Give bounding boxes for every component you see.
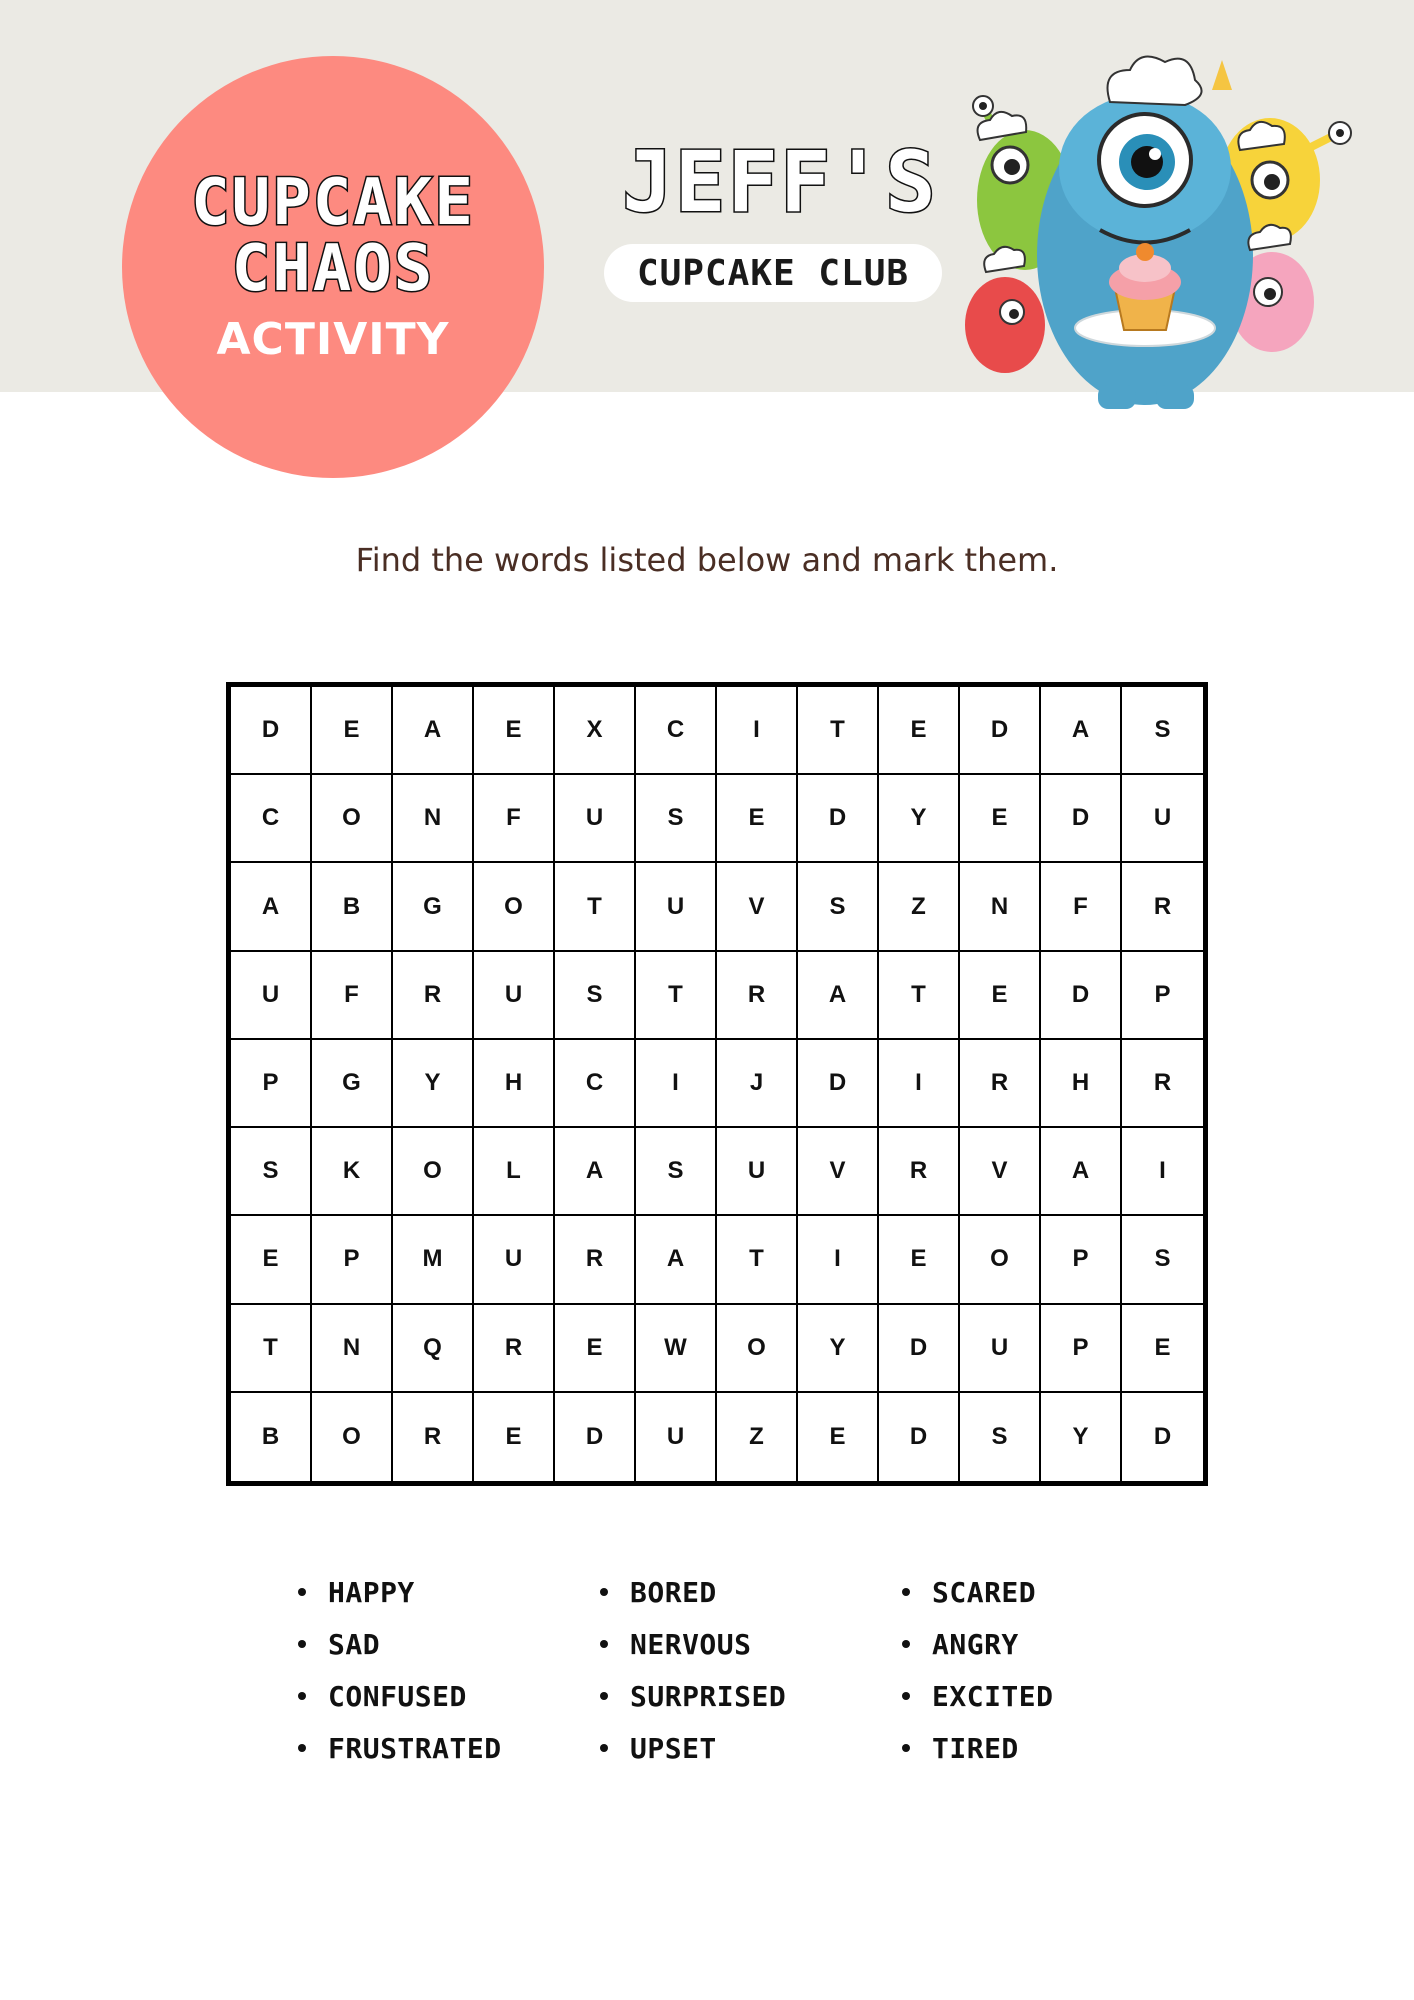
badge-title-line1: CUPCAKE (191, 166, 475, 240)
grid-cell[interactable]: U (231, 952, 312, 1040)
grid-cell[interactable]: U (474, 1216, 555, 1304)
grid-cell[interactable]: V (717, 863, 798, 951)
bullet-icon (600, 1692, 608, 1700)
grid-cell[interactable]: E (798, 1393, 879, 1481)
grid-cell[interactable]: C (231, 775, 312, 863)
grid-cell[interactable]: O (393, 1128, 474, 1216)
grid-cell[interactable]: T (636, 952, 717, 1040)
word-label: TIRED (932, 1731, 1019, 1765)
grid-cell[interactable]: X (555, 687, 636, 775)
grid-cell[interactable]: D (879, 1393, 960, 1481)
badge-title-line2: CHAOS (231, 232, 435, 306)
grid-cell[interactable]: S (960, 1393, 1041, 1481)
grid-cell[interactable]: C (555, 1040, 636, 1128)
word-list-item (902, 1670, 1162, 1722)
grid-cell[interactable]: I (717, 687, 798, 775)
grid-cell[interactable]: D (798, 775, 879, 863)
grid-cell[interactable]: N (960, 863, 1041, 951)
word-search-grid (226, 682, 1208, 1486)
grid-cell[interactable]: T (231, 1305, 312, 1393)
grid-cell[interactable]: V (798, 1128, 879, 1216)
grid-cell[interactable]: E (960, 952, 1041, 1040)
grid-cell[interactable]: S (1122, 687, 1203, 775)
club-title: JEFF'S (622, 133, 938, 231)
grid-cell[interactable]: I (798, 1216, 879, 1304)
grid-cell[interactable]: Y (393, 1040, 474, 1128)
grid-cell[interactable]: Z (717, 1393, 798, 1481)
grid-cell[interactable]: H (1041, 1040, 1122, 1128)
grid-cell[interactable]: T (798, 687, 879, 775)
grid-cell[interactable]: I (636, 1040, 717, 1128)
grid-cell[interactable]: M (393, 1216, 474, 1304)
bullet-icon (902, 1692, 910, 1700)
grid-cell[interactable]: K (312, 1128, 393, 1216)
grid-cell[interactable]: E (555, 1305, 636, 1393)
blue-cyclops-monster-icon (1037, 60, 1253, 409)
word-label: NERVOUS (630, 1627, 752, 1661)
grid-cell[interactable]: B (312, 863, 393, 951)
grid-cell[interactable]: F (474, 775, 555, 863)
grid-cell[interactable]: S (798, 863, 879, 951)
word-list-column-1 (298, 1566, 558, 1774)
grid-cell[interactable]: O (312, 1393, 393, 1481)
grid-cell[interactable]: O (474, 863, 555, 951)
grid-cell[interactable]: S (231, 1128, 312, 1216)
instruction-text: Find the words listed below and mark them. (355, 541, 1059, 579)
grid-cell[interactable]: Z (879, 863, 960, 951)
word-list-item (600, 1670, 860, 1722)
grid-cell[interactable]: Y (798, 1305, 879, 1393)
grid-cell[interactable]: I (1122, 1128, 1203, 1216)
grid-cell[interactable]: D (798, 1040, 879, 1128)
activity-badge (122, 56, 544, 478)
word-list-column-2 (600, 1566, 860, 1774)
word-list-item (298, 1670, 558, 1722)
word-label: ANGRY (932, 1627, 1019, 1661)
word-list-column-3 (902, 1566, 1162, 1774)
grid-cell[interactable]: P (231, 1040, 312, 1128)
club-subtitle-pill: CUPCAKE CLUB (604, 244, 942, 302)
grid-cell[interactable]: H (474, 1040, 555, 1128)
red-monster-icon (965, 277, 1045, 373)
word-list-item (298, 1722, 558, 1774)
grid-cell[interactable]: R (1122, 863, 1203, 951)
grid-cell[interactable]: E (312, 687, 393, 775)
bullet-icon (600, 1640, 608, 1648)
word-label: SCARED (932, 1575, 1037, 1609)
grid-cell[interactable]: U (555, 775, 636, 863)
grid-cell[interactable]: A (231, 863, 312, 951)
grid-cell[interactable]: E (717, 775, 798, 863)
word-list-item (600, 1566, 860, 1618)
word-label: CONFUSED (328, 1679, 467, 1713)
grid-cell[interactable]: E (879, 1216, 960, 1304)
grid-cell[interactable]: W (636, 1305, 717, 1393)
grid-cell[interactable]: R (1122, 1040, 1203, 1128)
grid-cell[interactable]: R (474, 1305, 555, 1393)
grid-cell[interactable]: U (1122, 775, 1203, 863)
word-list-item (902, 1618, 1162, 1670)
grid-cell[interactable]: A (1041, 687, 1122, 775)
grid-cell[interactable]: R (879, 1128, 960, 1216)
grid-cell[interactable]: S (1122, 1216, 1203, 1304)
grid-cell[interactable]: D (1041, 952, 1122, 1040)
grid-cell[interactable]: D (879, 1305, 960, 1393)
grid-cell[interactable]: D (231, 687, 312, 775)
bullet-icon (902, 1588, 910, 1596)
grid-cell[interactable]: F (1041, 863, 1122, 951)
grid-cell[interactable]: R (393, 1393, 474, 1481)
grid-cell[interactable]: S (636, 1128, 717, 1216)
word-list-item (298, 1618, 558, 1670)
bullet-icon (902, 1744, 910, 1752)
word-label: UPSET (630, 1731, 717, 1765)
grid-cell[interactable]: N (393, 775, 474, 863)
word-label: FRUSTRATED (328, 1731, 502, 1765)
grid-cell[interactable]: A (1041, 1128, 1122, 1216)
word-list-item (600, 1722, 860, 1774)
grid-cell[interactable]: O (312, 775, 393, 863)
grid-cell[interactable]: U (636, 1393, 717, 1481)
grid-cell[interactable]: P (1122, 952, 1203, 1040)
grid-cell[interactable]: E (1122, 1305, 1203, 1393)
grid-cell[interactable]: R (555, 1216, 636, 1304)
bullet-icon (298, 1744, 306, 1752)
grid-cell[interactable]: D (960, 687, 1041, 775)
grid-cell[interactable]: G (312, 1040, 393, 1128)
grid-cell[interactable]: A (555, 1128, 636, 1216)
grid-cell[interactable]: N (312, 1305, 393, 1393)
word-label: SURPRISED (630, 1679, 787, 1713)
grid-cell[interactable]: T (555, 863, 636, 951)
grid-cell[interactable]: U (636, 863, 717, 951)
word-list-item (902, 1566, 1162, 1618)
bullet-icon (298, 1692, 306, 1700)
word-label: BORED (630, 1575, 717, 1609)
grid-cell[interactable]: O (717, 1305, 798, 1393)
bullet-icon (298, 1588, 306, 1596)
word-label: HAPPY (328, 1575, 415, 1609)
bullet-icon (298, 1640, 306, 1648)
bullet-icon (600, 1588, 608, 1596)
grid-cell[interactable]: A (798, 952, 879, 1040)
badge-subtitle: ACTIVITY (216, 314, 450, 365)
grid-cell[interactable]: P (312, 1216, 393, 1304)
grid-cell[interactable]: S (555, 952, 636, 1040)
grid-cell[interactable]: U (474, 952, 555, 1040)
grid-cell[interactable]: P (1041, 1216, 1122, 1304)
grid-cell[interactable]: E (879, 687, 960, 775)
word-list-item (600, 1618, 860, 1670)
grid-cell[interactable]: B (231, 1393, 312, 1481)
grid-cell[interactable]: F (312, 952, 393, 1040)
word-list-item (902, 1722, 1162, 1774)
grid-cell[interactable]: A (393, 687, 474, 775)
word-list-item (298, 1566, 558, 1618)
grid-cell[interactable]: R (960, 1040, 1041, 1128)
grid-cell[interactable]: E (474, 687, 555, 775)
grid-cell[interactable]: J (717, 1040, 798, 1128)
grid-cell[interactable]: E (231, 1216, 312, 1304)
grid-cell[interactable]: T (717, 1216, 798, 1304)
bullet-icon (600, 1744, 608, 1752)
grid-cell[interactable]: E (960, 775, 1041, 863)
grid-cell[interactable]: I (879, 1040, 960, 1128)
word-label: SAD (328, 1627, 381, 1661)
grid-cell[interactable]: V (960, 1128, 1041, 1216)
grid-cell[interactable]: O (960, 1216, 1041, 1304)
grid-cell[interactable]: G (393, 863, 474, 951)
grid-cell[interactable]: L (474, 1128, 555, 1216)
grid-cell[interactable]: U (960, 1305, 1041, 1393)
grid-cell[interactable]: R (717, 952, 798, 1040)
grid-cell[interactable]: P (1041, 1305, 1122, 1393)
grid-cell[interactable]: C (636, 687, 717, 775)
grid-cell[interactable]: Q (393, 1305, 474, 1393)
grid-cell[interactable]: D (555, 1393, 636, 1481)
grid-cell[interactable]: U (717, 1128, 798, 1216)
grid-cell[interactable]: T (879, 952, 960, 1040)
grid-cell[interactable]: D (1041, 775, 1122, 863)
grid-cell[interactable]: Y (879, 775, 960, 863)
grid-cell[interactable]: R (393, 952, 474, 1040)
grid-cell[interactable]: D (1153, 1422, 1172, 1450)
grid-cell[interactable]: Y (1041, 1393, 1122, 1481)
word-label: EXCITED (932, 1679, 1054, 1713)
monster-illustration (950, 40, 1370, 420)
bullet-icon (902, 1640, 910, 1648)
grid-cell[interactable]: A (636, 1216, 717, 1304)
grid-cell[interactable]: E (474, 1393, 555, 1481)
grid-cell[interactable]: S (636, 775, 717, 863)
